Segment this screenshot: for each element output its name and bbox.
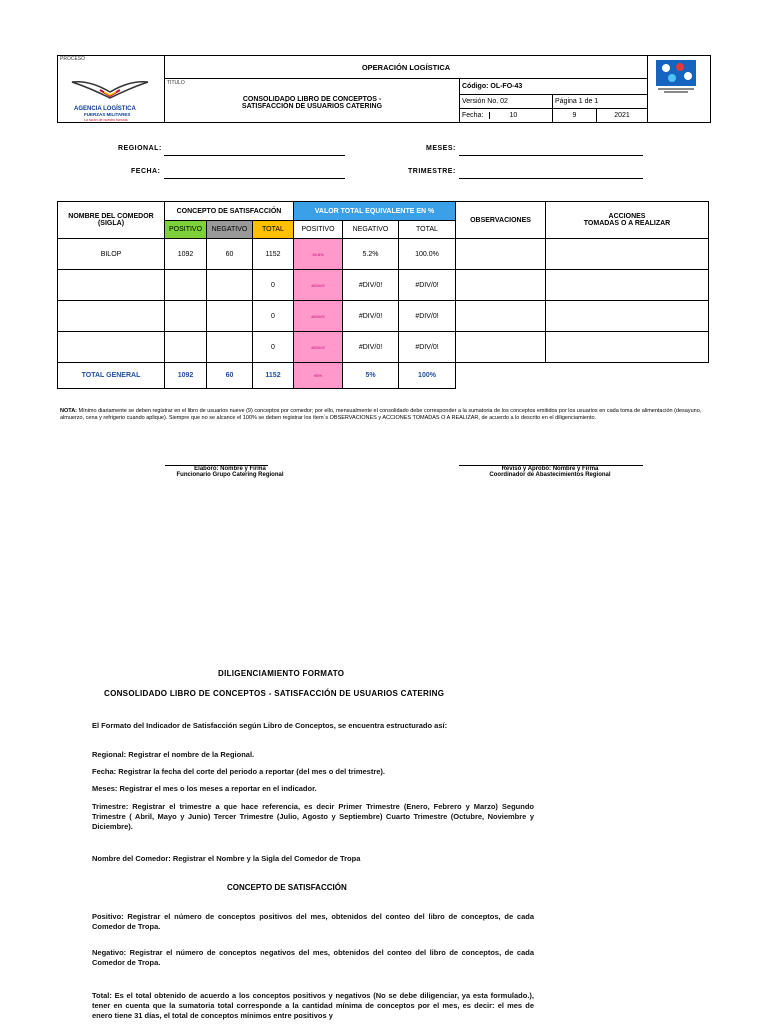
total-positivo: 1092 bbox=[165, 363, 207, 389]
total-pct-positivo: 95% bbox=[294, 363, 343, 389]
fecha-input[interactable] bbox=[164, 178, 345, 179]
instructions-comedor: Nombre del Comedor: Registrar el Nombre y la Sigla del Comedor de Tropa bbox=[92, 854, 361, 863]
col-comedor: NOMBRE DEL COMEDOR (SIGLA) bbox=[58, 202, 165, 239]
instructions-negativo: Negativo: Registrar el número de conceptos negativos del mes, obtenidos del conteo del libro de conceptos, de cada Comedor de Tropa. bbox=[92, 948, 534, 967]
instructions-intro: El Formato del Indicador de Satisfacción según Libro de Conceptos, se encuentra estructurado así: bbox=[92, 721, 448, 730]
sub-positivo: POSITIVO bbox=[165, 221, 207, 239]
total-pct-total: 100% bbox=[399, 363, 456, 389]
titulo-label: TITULO bbox=[167, 80, 185, 86]
note bbox=[60, 408, 710, 422]
instructions-subtitle: CONSOLIDADO LIBRO DE CONCEPTOS - SATISFACCIÓN DE USUARIOS CATERING bbox=[104, 689, 445, 698]
fecha-label: Fecha: bbox=[462, 112, 484, 119]
logo-tag: La razón de nuestro fuerzas bbox=[84, 118, 128, 122]
row-pct-positivo: 94.8% bbox=[294, 239, 343, 270]
satisfaction-table bbox=[57, 201, 709, 389]
row-name[interactable] bbox=[58, 270, 165, 301]
sub-pct-positivo: POSITIVO bbox=[294, 221, 343, 239]
row-total: 0 bbox=[253, 301, 294, 332]
meses-label: MESES: bbox=[426, 145, 456, 152]
version: Versión No. 02 bbox=[460, 95, 553, 109]
document-header bbox=[57, 55, 711, 125]
row-negativo[interactable] bbox=[207, 270, 253, 301]
row-pct-negativo: #DIV/0! bbox=[343, 270, 399, 301]
instructions-regional: Regional: Registrar el nombre de la Regional. bbox=[92, 750, 255, 759]
note-label: NOTA: bbox=[60, 408, 78, 414]
meses-input[interactable] bbox=[459, 155, 643, 156]
row-acciones[interactable] bbox=[546, 270, 709, 301]
codigo: Código: OL-FO-43 bbox=[460, 79, 648, 95]
proceso-label: PROCESO bbox=[60, 56, 86, 62]
row-observaciones[interactable] bbox=[456, 239, 546, 270]
ministry-logo-icon bbox=[654, 58, 698, 94]
pagina: Página 1 de 1 bbox=[553, 95, 648, 109]
sub-total: TOTAL bbox=[253, 221, 294, 239]
trimestre-label: TRIMESTRE: bbox=[408, 168, 456, 175]
signature-right bbox=[450, 466, 650, 478]
total-negativo: 60 bbox=[207, 363, 253, 389]
logo-name: AGENCIA LOGÍSTICA bbox=[74, 106, 136, 112]
row-negativo[interactable] bbox=[207, 332, 253, 363]
signature-right-line2: Coordinador de Abastecimientos Regional bbox=[489, 472, 611, 478]
instructions-total: Total: Es el total obtenido de acuerdo a los conceptos positivos y negativos (No se debe diligenciar, ya esta formulado.), tener en cuenta que la sumatoria total corresponde a la cantidad mínima de conceptos por el mes, es decir: el mes de enero tiene 31 días, el total de conceptos mínimos entre positivos y bbox=[92, 991, 534, 1020]
table-row bbox=[58, 301, 709, 332]
sub-pct-total: TOTAL bbox=[399, 221, 456, 239]
instructions-fecha: Fecha: Registrar la fecha del corte del periodo a reportar (del mes o del trimestre). bbox=[92, 767, 386, 776]
secondary-logo-cell bbox=[648, 56, 711, 123]
row-pct-total: #DIV/0! bbox=[399, 332, 456, 363]
total-label: TOTAL GENERAL bbox=[58, 363, 165, 389]
row-positivo[interactable] bbox=[165, 270, 207, 301]
signature-left-line2: Funcionario Grupo Catering Regional bbox=[176, 472, 284, 478]
regional-input[interactable] bbox=[164, 155, 345, 156]
total-blank bbox=[456, 363, 709, 389]
col-valor: VALOR TOTAL EQUIVALENTE EN % bbox=[294, 202, 456, 221]
regional-label: REGIONAL: bbox=[118, 145, 162, 152]
logo-sub: FUERZAS MILITARES bbox=[84, 112, 131, 117]
row-acciones[interactable] bbox=[546, 332, 709, 363]
proceso-value: OPERACIÓN LOGÍSTICA bbox=[165, 56, 648, 79]
titulo-cell bbox=[165, 79, 460, 123]
row-pct-positivo: #DIV/0! bbox=[294, 270, 343, 301]
col-acciones-line2: TOMADAS O A REALIZAR bbox=[583, 220, 671, 227]
trimestre-input[interactable] bbox=[459, 178, 643, 179]
row-positivo[interactable] bbox=[165, 301, 207, 332]
instructions-trimestre: Trimestre: Registrar el trimestre a que hace referencia, es decir Primer Trimestre (Enero, Febrero y Marzo) Segundo Trimestre ( Abril, Mayo y Junio) Tercer Trimestre (Julio, Agosto y Septiembre) Cuarto Trimestre (Octubre, Noviembre y Diciembre). bbox=[92, 802, 534, 831]
row-pct-positivo: #DIV/0! bbox=[294, 332, 343, 363]
total-total: 1152 bbox=[253, 363, 294, 389]
row-acciones[interactable] bbox=[546, 301, 709, 332]
titulo-line2: SATISFACCIÓN DE USUARIOS CATERING bbox=[241, 102, 383, 110]
table-row bbox=[58, 239, 709, 270]
row-acciones[interactable] bbox=[546, 239, 709, 270]
instructions-concepto-title: CONCEPTO DE SATISFACCIÓN bbox=[227, 883, 347, 892]
row-observaciones[interactable] bbox=[456, 270, 546, 301]
titulo-line1: CONSOLIDADO LIBRO DE CONCEPTOS - bbox=[242, 95, 382, 103]
row-name[interactable]: BILOP bbox=[58, 239, 165, 270]
col-acciones bbox=[546, 202, 709, 239]
row-name[interactable] bbox=[58, 301, 165, 332]
total-row bbox=[58, 363, 709, 389]
row-observaciones[interactable] bbox=[456, 332, 546, 363]
note-text: Mínimo diariamente se deben registrar en el libro de usuarios nueve (9) conceptos por comedor; por ello, mensualmente el consolidado debe corresponder a la sumatoria de los conceptos emitidos por los usuarios en cada toma de alimentación (desayuno, almuerzo, cena y refrigerio cuando aplique). Siempre que no se alcance el 100% se deben registrar los ítem´s OBSERVACIONES y ACCIONES TOMADAS O A REALIZAR, de acuerdo a lo descrito en el diligenciamiento. bbox=[60, 408, 702, 421]
row-positivo[interactable] bbox=[165, 332, 207, 363]
col-acciones-line1: ACCIONES bbox=[608, 213, 646, 220]
row-name[interactable] bbox=[58, 332, 165, 363]
row-total: 1152 bbox=[253, 239, 294, 270]
fecha-month: 9 bbox=[553, 109, 597, 123]
fecha-year: 2021 bbox=[597, 109, 648, 123]
row-pct-negativo: 5.2% bbox=[343, 239, 399, 270]
table-row bbox=[58, 270, 709, 301]
row-total: 0 bbox=[253, 332, 294, 363]
sub-pct-negativo: NEGATIVO bbox=[343, 221, 399, 239]
sub-negativo: NEGATIVO bbox=[207, 221, 253, 239]
row-pct-total: #DIV/0! bbox=[399, 270, 456, 301]
row-observaciones[interactable] bbox=[456, 301, 546, 332]
fecha-day: 10 bbox=[489, 112, 536, 119]
instructions-title: DILIGENCIAMIENTO FORMATO bbox=[218, 669, 345, 678]
instructions-meses: Meses: Registrar el mes o los meses a reportar en el indicador. bbox=[92, 784, 317, 793]
total-pct-negativo: 5% bbox=[343, 363, 399, 389]
wings-logo-icon bbox=[70, 78, 150, 100]
row-pct-total: #DIV/0! bbox=[399, 301, 456, 332]
instructions-positivo: Positivo: Registrar el número de conceptos positivos del mes, obtenidos del conteo del libro de conceptos, de cada Comedor de Tropa. bbox=[92, 912, 534, 931]
row-pct-negativo: #DIV/0! bbox=[343, 332, 399, 363]
col-observaciones: OBSERVACIONES bbox=[456, 202, 546, 239]
fecha-label-field: FECHA: bbox=[131, 168, 161, 175]
signature-left-line1: Elaboró: Nombre y Firma bbox=[194, 466, 266, 472]
row-pct-total: 100.0% bbox=[399, 239, 456, 270]
signature-left bbox=[130, 466, 330, 478]
signature-right-line1: Revisó y Aprobó: Nombre y Firma bbox=[501, 466, 599, 472]
row-negativo[interactable]: 60 bbox=[207, 239, 253, 270]
col-concepto: CONCEPTO DE SATISFACCIÓN bbox=[165, 202, 294, 221]
table-row bbox=[58, 332, 709, 363]
logo-cell bbox=[58, 56, 165, 123]
row-total: 0 bbox=[253, 270, 294, 301]
row-positivo[interactable]: 1092 bbox=[165, 239, 207, 270]
row-pct-positivo: #DIV/0! bbox=[294, 301, 343, 332]
row-pct-negativo: #DIV/0! bbox=[343, 301, 399, 332]
row-negativo[interactable] bbox=[207, 301, 253, 332]
